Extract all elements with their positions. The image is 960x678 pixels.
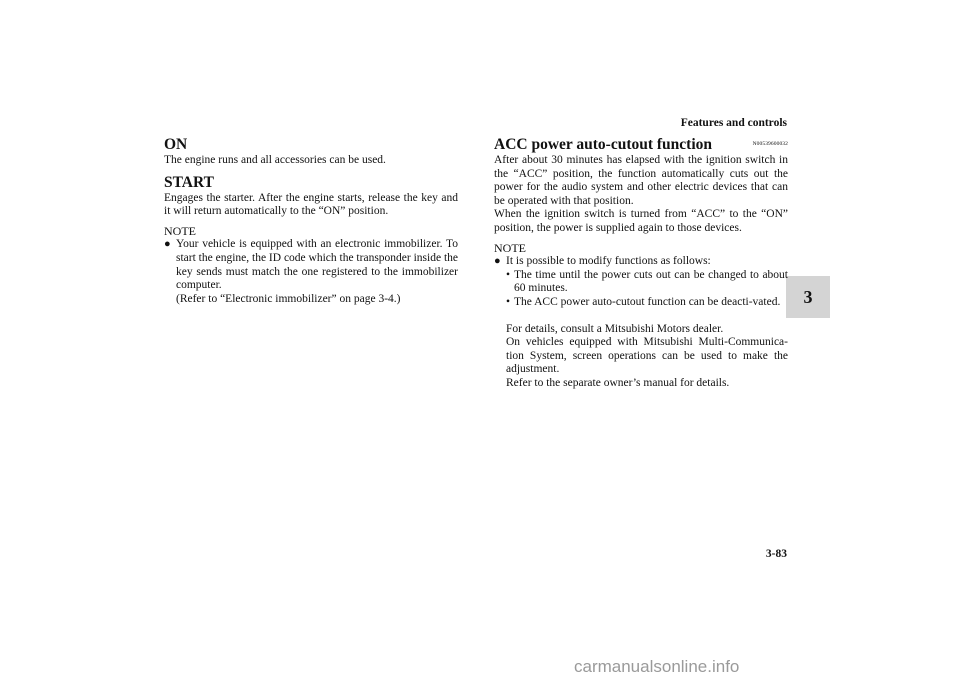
heading-start: START [164,173,214,191]
note-label: NOTE [494,240,526,255]
acc-paragraph-1: After about 30 minutes has elapsed with the ignition switch in the “ACC” position, the function automatically cuts out the power for the audio system and other electric devices that can be operated with that position. [494,154,788,207]
note-line: On vehicles equipped with Mitsubishi Multi-Communica-tion System, screen operations can be used to make the adjustment. [506,336,788,376]
note-acc [494,242,788,391]
sub-bullet-icon: • [506,295,511,308]
text-start: Engages the starter. After the engine starts, release the key and it will return automatically to the “ON” position. [164,191,458,218]
note-immobilizer [164,225,458,307]
note-bullet [164,238,458,306]
page-number: 3-83 [765,548,787,560]
text-on: The engine runs and all accessories can be used. [164,154,386,166]
sub-item-text: The ACC power auto-cutout function can be deacti-vated. [514,295,781,308]
note-label: NOTE [164,223,196,238]
sub-bullet-icon: • [506,268,511,281]
note-text: It is possible to modify functions as follows: [506,255,711,268]
section-code: N00539600032 [752,141,788,148]
heading-acc: ACC power auto-cutout function [494,136,713,153]
sub-item [506,269,788,296]
sub-item [506,296,788,310]
note-reference: (Refer to “Electronic immobilizer” on page 3-4.) [176,292,401,305]
bullet-icon: ● [494,255,501,268]
bullet-icon: ● [164,238,171,251]
chapter-tab: 3 [786,276,830,318]
note-bullet [494,255,788,390]
acc-paragraph-2: When the ignition switch is turned from “ACC” to the “ON” position, the power is supplied again to those devices. [494,208,788,234]
section-acc [494,136,788,236]
note-text: Your vehicle is equipped with an electronic immobilizer. To start the engine, the ID code which the transponder inside the key sends must match the one registered to the immobilizer computer. [176,238,458,292]
left-column [164,136,458,312]
right-column [494,136,788,397]
section-on [164,136,458,168]
note-line: For details, consult a Mitsubishi Motors dealer. [506,322,724,335]
sub-item-text: The time until the power cuts out can be changed to about 60 minutes. [514,268,788,295]
watermark: carmanualsonline.info [574,657,740,676]
note-line: Refer to the separate owner’s manual for details. [506,376,730,389]
heading-on: ON [164,136,188,153]
running-header: Features and controls [680,117,787,129]
section-start [164,174,458,219]
